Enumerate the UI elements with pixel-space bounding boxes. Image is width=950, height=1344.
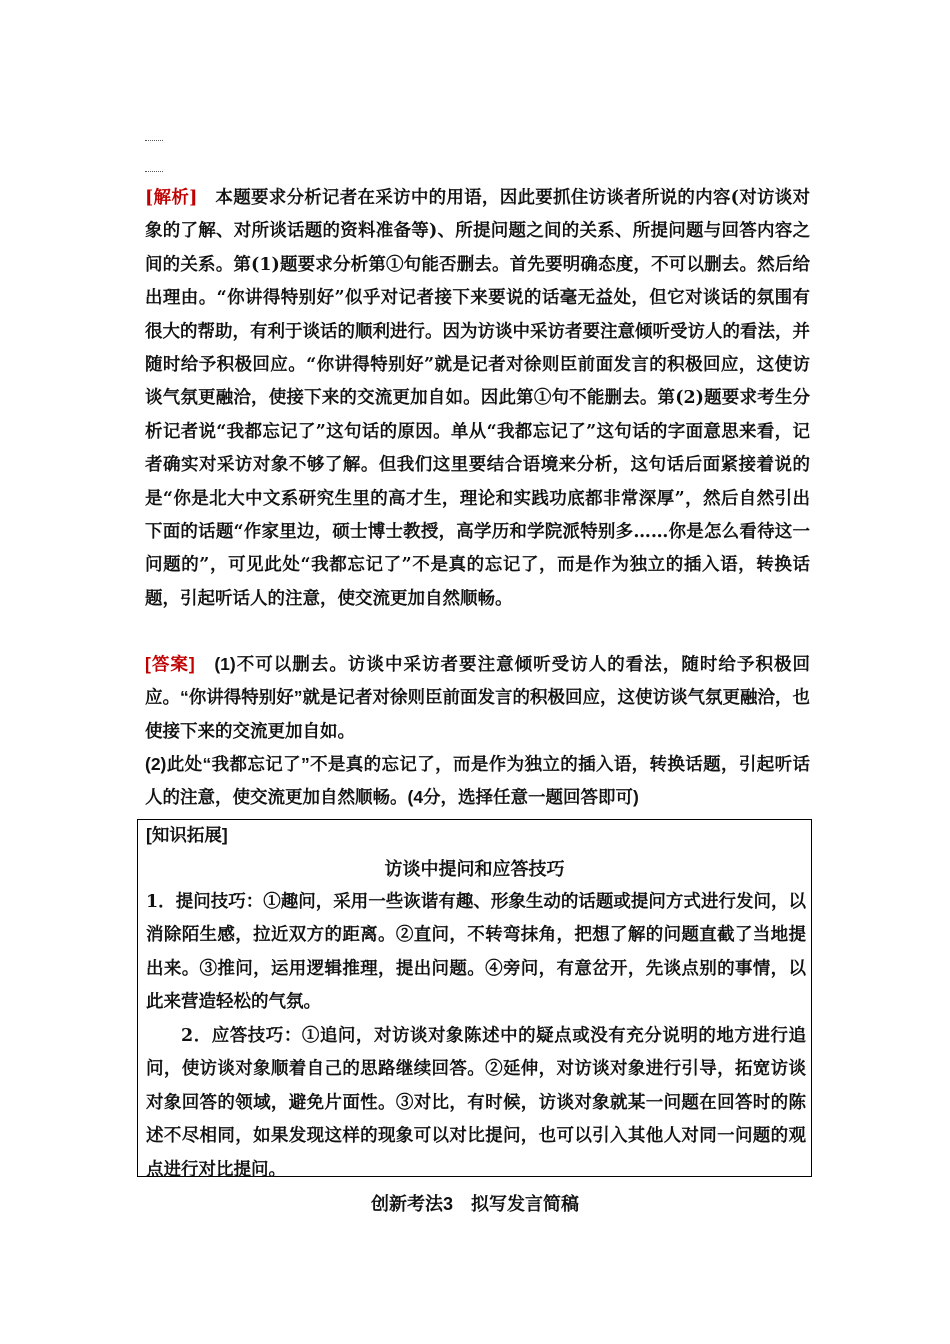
- answering-skills: 2．应答技巧：①追问，对访谈对象陈述中的疑点或没有充分说明的地方进行追问，使访谈对象顺着自己的思路继续回答。②延伸，对访谈对象进行引导，拓宽访谈对象回答的领域，避免片面性。③对比，有时候，访谈对象就某一问题在回答时的陈述不尽相同，如果发现这样的现象可以对比提问，也可以引入其他人对同一问题的观点进行对比提问。: [146, 1026, 806, 1180]
- knowledge-box: [137, 819, 812, 1180]
- answer-paragraph-1: [145, 648, 810, 748]
- answer-part1: (1)不可以删去。访谈中采访者要注意倾听受访人的看法，随时给予积极回应。“你讲得特别好”就是记者对徐则臣前面发言的积极回应，这使访谈气氛更融洽，也使接下来的交流更加自如。: [145, 654, 811, 741]
- dotted-mark-bottom: [145, 171, 163, 172]
- knowledge-title: 访谈中提问和应答技巧: [384, 859, 565, 879]
- analysis-text: 本题要求分析记者在采访中的用语，因此要抓住访谈者所说的内容(对访谈对象的了解、对所谈话题的资料准备等)、所提问题之间的关系、所提问题与回答内容之间的关系。第(1)题要求分析第①句能否删去。首先要明确态度，不可以删去。然后给出理由。“你讲得特别好”似乎对记者接下来要说的话毫无益处，但它对谈话的氛围有很大的帮助，有利于谈话的顺利进行。因为访谈中采访者要注意倾听受访人的看法，并随时给予积极回应。“你讲得特别好”就是记者对徐则臣前面发言的积极回应，这使访谈气氛更融洽，使接下来的交流更加自如。因此第①句不能删去。第(2)题要求考生分析记者说“我都忘记了”这句话的原因。单从“我都忘记了”这句话的字面意思来看，记者确实对采访对象不够了解。但我们这里要结合语境来分析，这句话后面紧接着说的是“你是北大中文系研究生里的高才生，理论和实践功底都非常深厚”，然后自然引出下面的话题“作家里边，硕士博士教授，高学历和学院派特别多……你是怎么看待这一问题的”，可见此处“我都忘记了”不是真的忘记了，而是作为独立的插入语，转换话题，引起听话人的注意，使交流更加自然顺畅。: [145, 188, 811, 609]
- analysis-tag: [解析]: [145, 188, 198, 208]
- knowledge-head: [知识拓展]: [146, 825, 228, 845]
- questioning-skills: 1．提问技巧：①趣问，采用一些诙谐有趣、形象生动的话题或提问方式进行发问，以消除陌生感，拉近双方的距离。②直问，不转弯抹角，把想了解的问题直截了当地提出来。③推问，运用逻辑推理，提出问题。④旁问，有意岔开，先谈点别的事情，以此来营造轻松的气氛。: [146, 892, 806, 1013]
- analysis-paragraph: [145, 182, 810, 616]
- answer-part2: (2)此处“我都忘记了”不是真的忘记了，而是作为独立的插入语，转换话题，引起听话人的注意，使交流更加自然顺畅。(4分，选择任意一题回答即可): [145, 754, 810, 808]
- dotted-mark-top: [145, 140, 163, 141]
- answer-tag: [答案]: [145, 654, 195, 674]
- next-section-title: 创新考法3 拟写发言简稿: [370, 1194, 579, 1214]
